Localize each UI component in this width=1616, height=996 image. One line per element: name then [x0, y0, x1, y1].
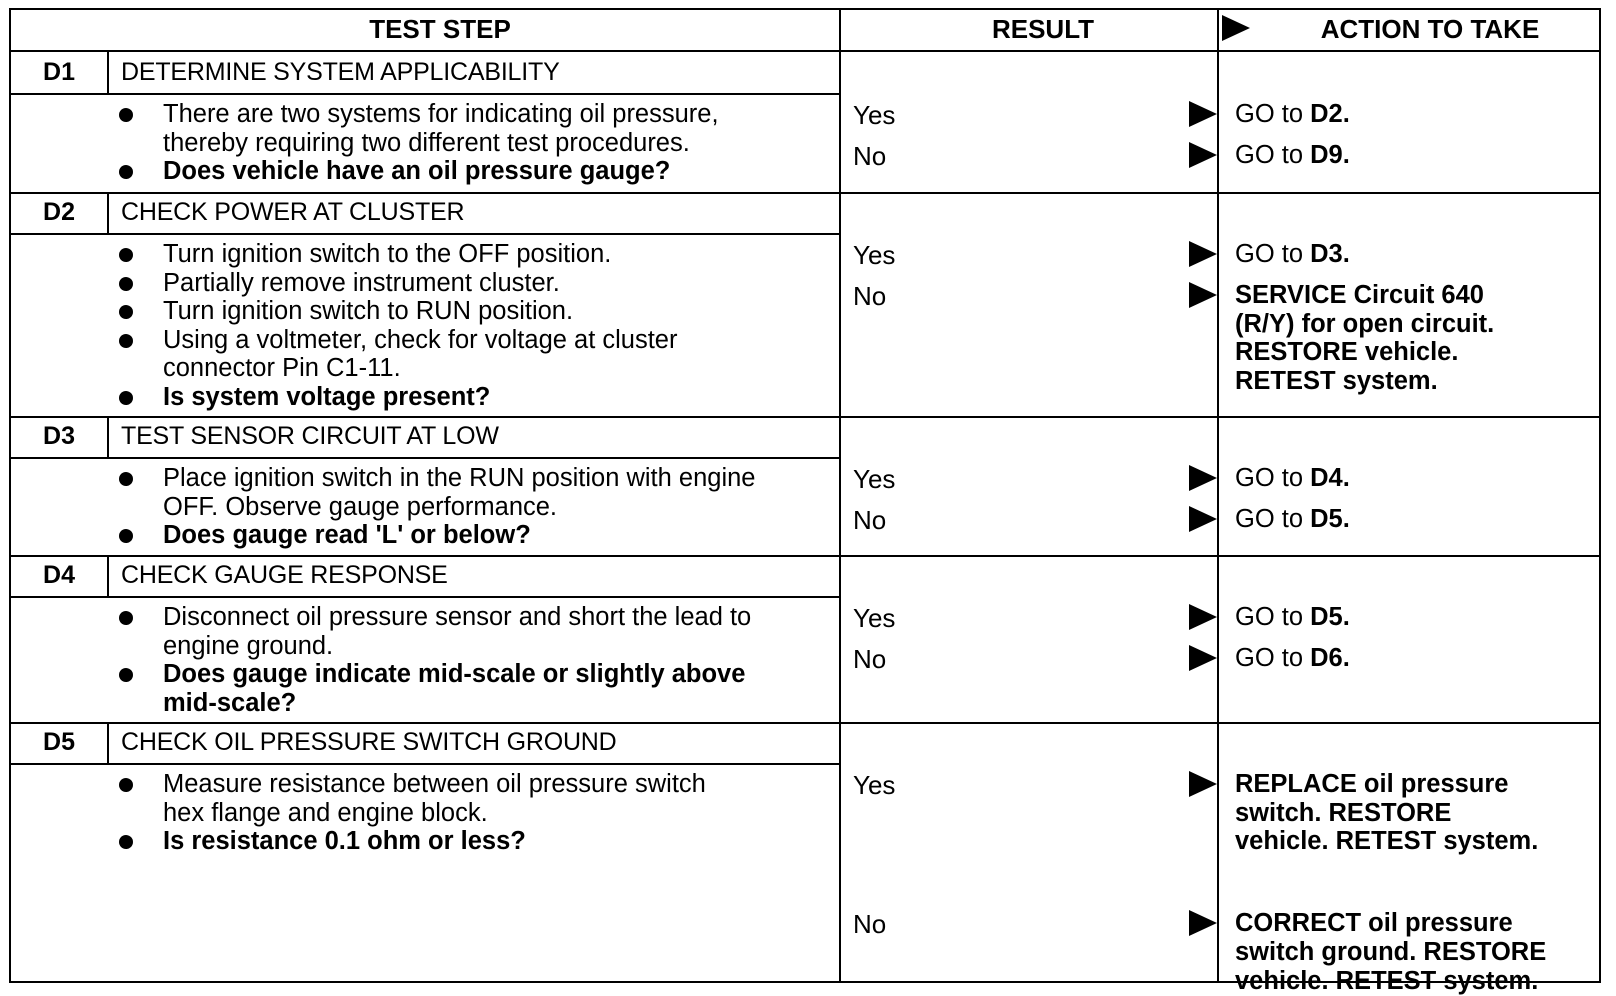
step-title: DETERMINE SYSTEM APPLICABILITY [121, 58, 560, 86]
step-id: D3 [43, 422, 75, 450]
step-id: D5 [43, 728, 75, 756]
title-divider [11, 763, 839, 765]
result-label-no: No [853, 644, 887, 674]
row-divider [11, 416, 1599, 418]
action-step-ref: D3. [1310, 240, 1350, 268]
column-divider [1217, 10, 1219, 981]
step-id-divider [107, 192, 109, 233]
action-prefix: GO to [1235, 141, 1311, 169]
step-instruction: Using a voltmeter, check for voltage at cluster [163, 325, 678, 354]
result-label-yes: Yes [853, 770, 896, 800]
step-instruction: Does vehicle have an oil pressure gauge? [163, 157, 671, 186]
action-text: (R/Y) for open circuit. [1235, 309, 1495, 338]
step-instruction: Does gauge read 'L' or below? [163, 521, 531, 550]
diagnostic-table [9, 8, 1601, 995]
action-step-ref: D6. [1310, 644, 1350, 672]
action-prefix: GO to [1235, 644, 1311, 672]
result-label-no: No [853, 505, 887, 535]
header-arrow-icon [1222, 15, 1250, 41]
step-instruction: connector Pin C1-11. [163, 354, 401, 383]
result-label-no: No [853, 141, 887, 171]
result-arrow-icon [1189, 645, 1217, 671]
row-divider [11, 192, 1599, 194]
result-label-yes: Yes [853, 603, 896, 633]
action-text: vehicle. RETEST system. [1235, 827, 1539, 856]
bullet-icon [119, 165, 133, 179]
action-prefix: GO to [1235, 100, 1311, 128]
step-id-divider [107, 416, 109, 457]
step-instruction: Does gauge indicate mid-scale or slightly above [163, 660, 746, 689]
action-prefix: GO to [1235, 240, 1311, 268]
bullet-icon [119, 305, 133, 319]
step-instruction: engine ground. [163, 631, 334, 660]
step-title: TEST SENSOR CIRCUIT AT LOW [121, 422, 499, 450]
result-arrow-icon [1189, 604, 1217, 630]
result-arrow-icon [1189, 101, 1217, 127]
header-test-step: TEST STEP [369, 14, 511, 44]
title-divider [11, 93, 839, 95]
action-step-ref: D4. [1310, 464, 1350, 492]
action-text: RETEST system. [1235, 366, 1438, 395]
result-label-no: No [853, 909, 887, 940]
step-title: CHECK GAUGE RESPONSE [121, 561, 448, 589]
action-step-ref: D5. [1310, 603, 1350, 631]
step-id: D4 [43, 561, 75, 589]
row-divider [11, 555, 1599, 557]
action-text: vehicle. RETEST system. [1235, 966, 1539, 995]
step-id: D1 [43, 58, 75, 86]
action-text: REPLACE oil pressure [1235, 770, 1509, 798]
result-label-yes: Yes [853, 100, 896, 130]
result-arrow-icon [1189, 282, 1217, 308]
result-arrow-icon [1189, 465, 1217, 491]
step-instruction: Place ignition switch in the RUN position with engine [163, 464, 756, 492]
action-text [1235, 603, 1350, 632]
step-instruction: Turn ignition switch to RUN position. [163, 297, 574, 326]
step-instruction: OFF. Observe gauge performance. [163, 492, 558, 521]
action-text [1235, 464, 1350, 493]
action-step-ref: D9. [1310, 141, 1350, 169]
step-id-divider [107, 555, 109, 596]
bullet-icon [119, 529, 133, 543]
bullet-icon [119, 334, 133, 348]
action-text [1235, 505, 1350, 534]
action-text [1235, 240, 1350, 269]
column-divider [839, 10, 841, 981]
step-id-divider [107, 52, 109, 93]
bullet-icon [119, 835, 133, 849]
bullet-icon [119, 778, 133, 792]
step-instruction: Measure resistance between oil pressure switch [163, 770, 706, 798]
step-instruction: Turn ignition switch to the OFF position. [163, 240, 612, 268]
action-text [1235, 141, 1350, 170]
step-instruction: hex flange and engine block. [163, 798, 488, 827]
bullet-icon [119, 391, 133, 405]
action-prefix: GO to [1235, 464, 1311, 492]
result-label-yes: Yes [853, 240, 896, 270]
result-arrow-icon [1189, 142, 1217, 168]
step-id: D2 [43, 198, 75, 226]
bullet-icon [119, 668, 133, 682]
header-action: ACTION TO TAKE [1320, 14, 1540, 44]
step-id-divider [107, 722, 109, 763]
result-arrow-icon [1189, 241, 1217, 267]
title-divider [11, 233, 839, 235]
action-text: CORRECT oil pressure [1235, 909, 1513, 938]
action-text: RESTORE vehicle. [1235, 338, 1459, 367]
action-text [1235, 100, 1350, 129]
action-prefix: GO to [1235, 603, 1311, 631]
action-prefix: GO to [1235, 505, 1311, 533]
step-instruction: Is resistance 0.1 ohm or less? [163, 827, 526, 856]
title-divider [11, 596, 839, 598]
action-step-ref: D2. [1310, 100, 1350, 128]
bullet-icon [119, 611, 133, 625]
step-instruction: Disconnect oil pressure sensor and short the lead to [163, 603, 752, 631]
result-arrow-icon [1189, 771, 1217, 797]
step-instruction: mid-scale? [163, 688, 297, 717]
result-label-no: No [853, 281, 887, 311]
action-text: switch ground. RESTORE [1235, 938, 1547, 966]
step-instruction: Is system voltage present? [163, 383, 491, 411]
step-instruction: Partially remove instrument cluster. [163, 268, 560, 297]
action-text: SERVICE Circuit 640 [1235, 281, 1484, 309]
result-label-yes: Yes [853, 464, 896, 494]
row-divider [11, 722, 1599, 724]
action-step-ref: D5. [1310, 505, 1350, 533]
header-divider [11, 50, 1599, 52]
step-instruction: There are two systems for indicating oil pressure, [163, 100, 719, 128]
bullet-icon [119, 108, 133, 122]
result-arrow-icon [1189, 506, 1217, 532]
result-arrow-icon [1189, 910, 1217, 936]
action-text: switch. RESTORE [1235, 798, 1452, 827]
bullet-icon [119, 277, 133, 291]
bullet-icon [119, 472, 133, 486]
step-title: CHECK POWER AT CLUSTER [121, 198, 465, 226]
header-result: RESULT [991, 14, 1095, 44]
action-text [1235, 644, 1350, 673]
step-instruction: thereby requiring two different test procedures. [163, 128, 690, 157]
step-title: CHECK OIL PRESSURE SWITCH GROUND [121, 728, 617, 756]
title-divider [11, 457, 839, 459]
bullet-icon [119, 248, 133, 262]
